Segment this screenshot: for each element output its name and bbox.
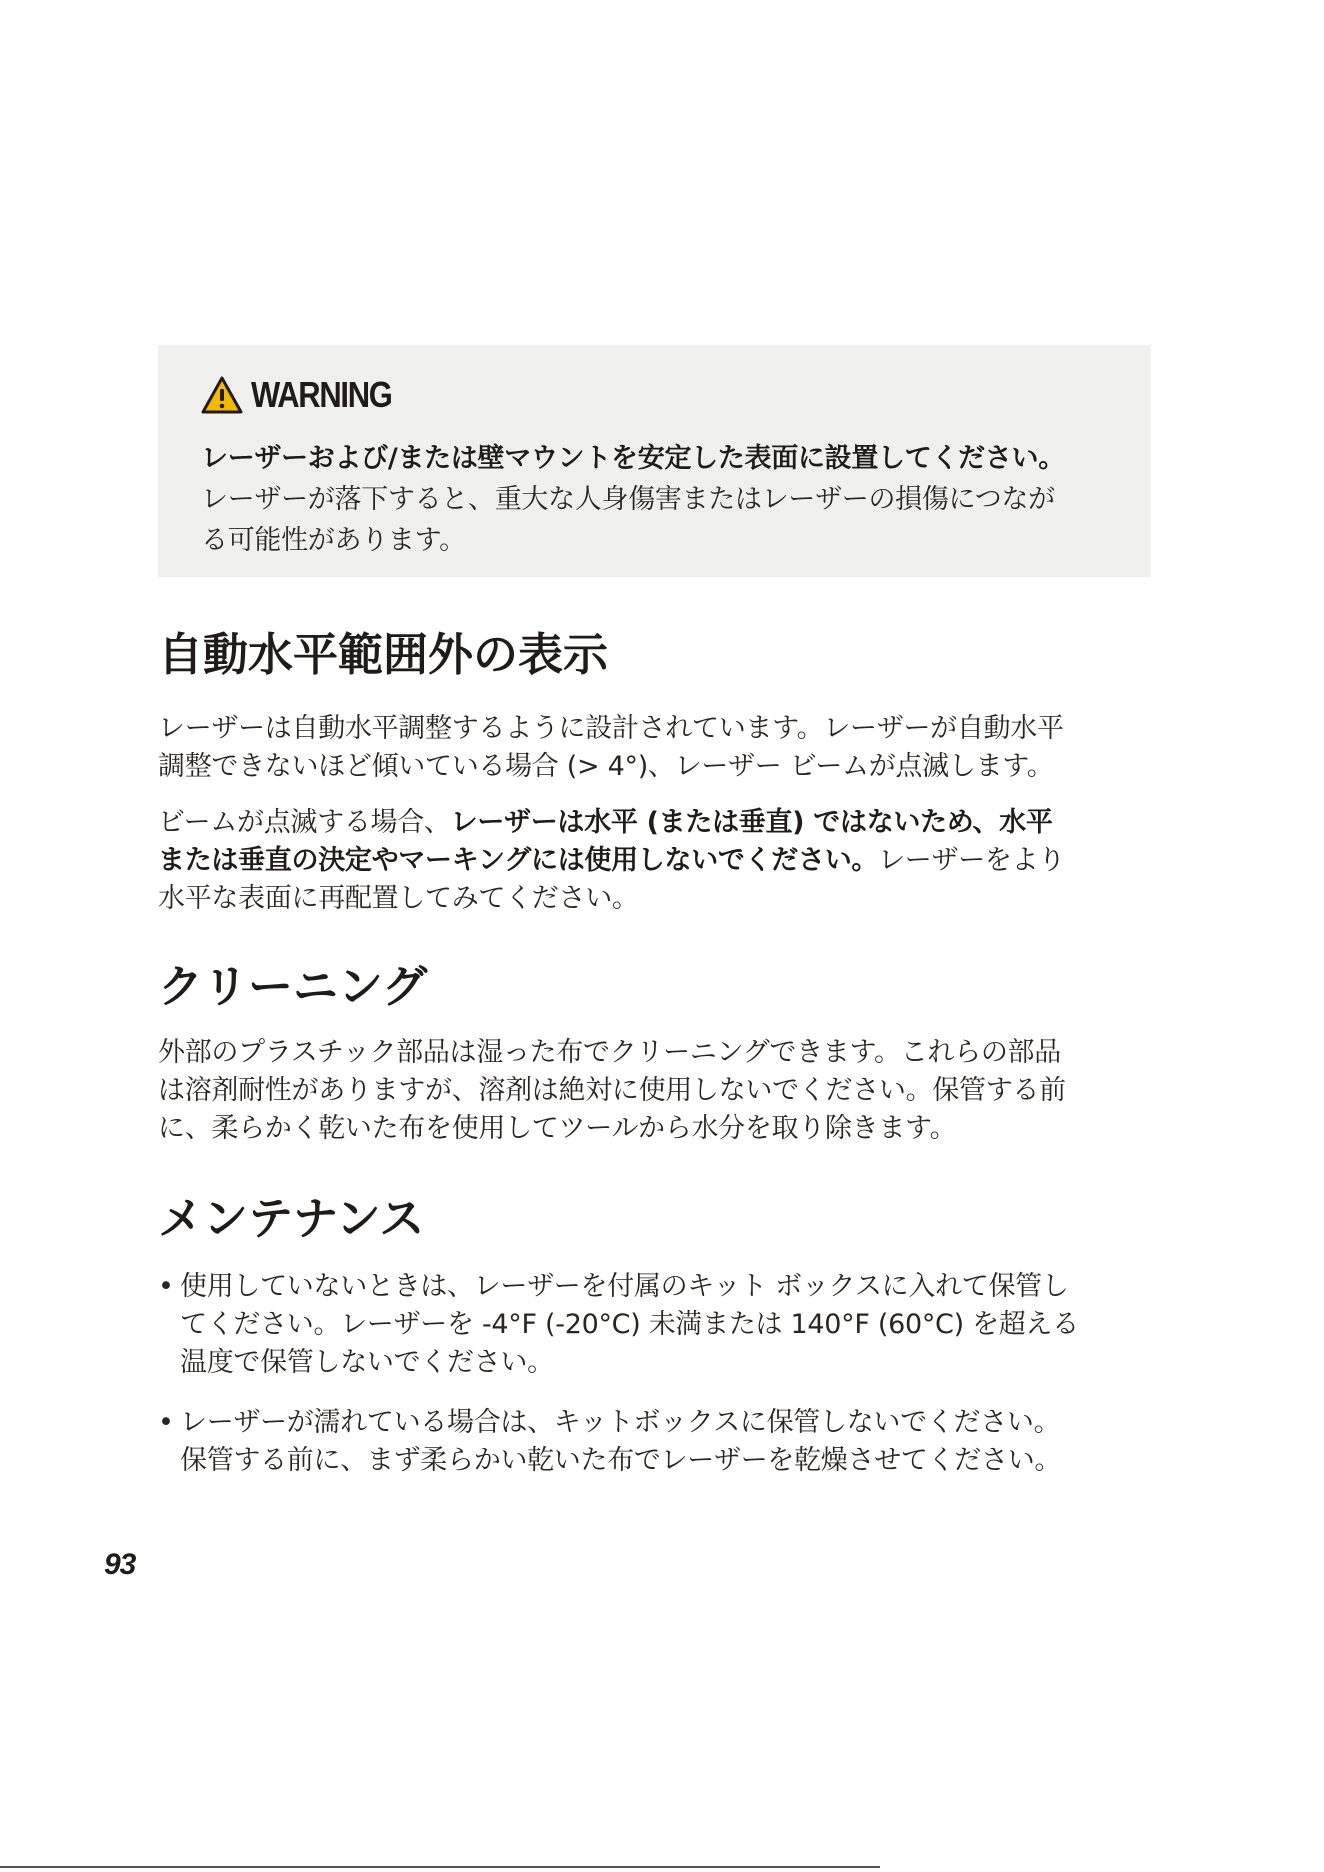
paragraph-text: レーザーをより <box>878 845 1065 876</box>
page-number: 93 <box>104 1548 136 1581</box>
bullet-line: 使用していないときは、レーザーを付属のキット ボックスに入れて保管し <box>180 1271 1069 1302</box>
maintenance-bullet-2 <box>158 1404 1148 1480</box>
bullet-line: 保管する前に、まず柔らかい乾いた布でレーザーを乾燥させてください。 <box>180 1445 1062 1476</box>
bullet-line: 温度で保管しないでください。 <box>180 1347 554 1378</box>
paragraph-text: ビームが点滅する場合、 <box>158 807 451 838</box>
bullet-marker: • <box>158 1271 174 1302</box>
paragraph-line <box>158 842 1148 880</box>
maintenance-bullet-1 <box>158 1268 1148 1382</box>
warning-header <box>201 371 1111 419</box>
warning-bold-text: レーザーおよび/または壁マウントを安定した表面に設置してください。 <box>201 443 1065 474</box>
cleaning-paragraph <box>158 1034 1148 1148</box>
paragraph-line: 水平な表面に再配置してみてください。 <box>158 883 639 914</box>
paragraph-line: レーザーは自動水平調整するように設計されています。レーザーが自動水平 <box>158 713 1064 744</box>
section-title-auto-level: 自動水平範囲外の表示 <box>158 628 609 681</box>
warning-text-line: レーザーが落下すると、重大な人身傷害またはレーザーの損傷につなが <box>201 484 1055 515</box>
auto-level-paragraph-2 <box>158 804 1148 918</box>
warning-text-line: る可能性があります。 <box>201 525 466 556</box>
warning-triangle-icon <box>201 375 243 415</box>
paragraph-line: 調整できないほど傾いている場合 (> 4°)、レーザー ビームが点滅します。 <box>158 751 1054 782</box>
paragraph-line <box>158 804 1148 842</box>
paragraph-line: は溶剤耐性がありますが、溶剤は絶対に使用しないでください。保管する前 <box>158 1075 1066 1106</box>
paragraph-line: 外部のプラスチック部品は湿った布でクリーニングできます。これらの部品 <box>158 1037 1061 1068</box>
bullet-line: レーザーが濡れている場合は、キットボックスに保管しないでください。 <box>180 1407 1061 1438</box>
warning-label: WARNING <box>251 374 392 415</box>
paragraph-bold-text: レーザーは水平 (または垂直) ではないため、水平 <box>450 807 1053 838</box>
warning-box <box>158 345 1151 577</box>
paragraph-bold-text: または垂直の決定やマーキングには使用しないでください。 <box>158 845 879 876</box>
bullet-line: てください。レーザーを -4°F (-20°C) 未満または 140°F (60°C) を超える <box>180 1309 1079 1340</box>
auto-level-paragraph-1 <box>158 710 1148 786</box>
section-title-maintenance: メンテナンス <box>158 1192 425 1245</box>
paragraph-line: に、柔らかく乾いた布を使用してツールから水分を取り除きます。 <box>158 1113 957 1144</box>
section-title-cleaning: クリーニング <box>158 960 428 1013</box>
bottom-divider <box>0 1866 880 1868</box>
bullet-marker: • <box>158 1407 174 1438</box>
warning-body-text <box>201 479 1111 561</box>
